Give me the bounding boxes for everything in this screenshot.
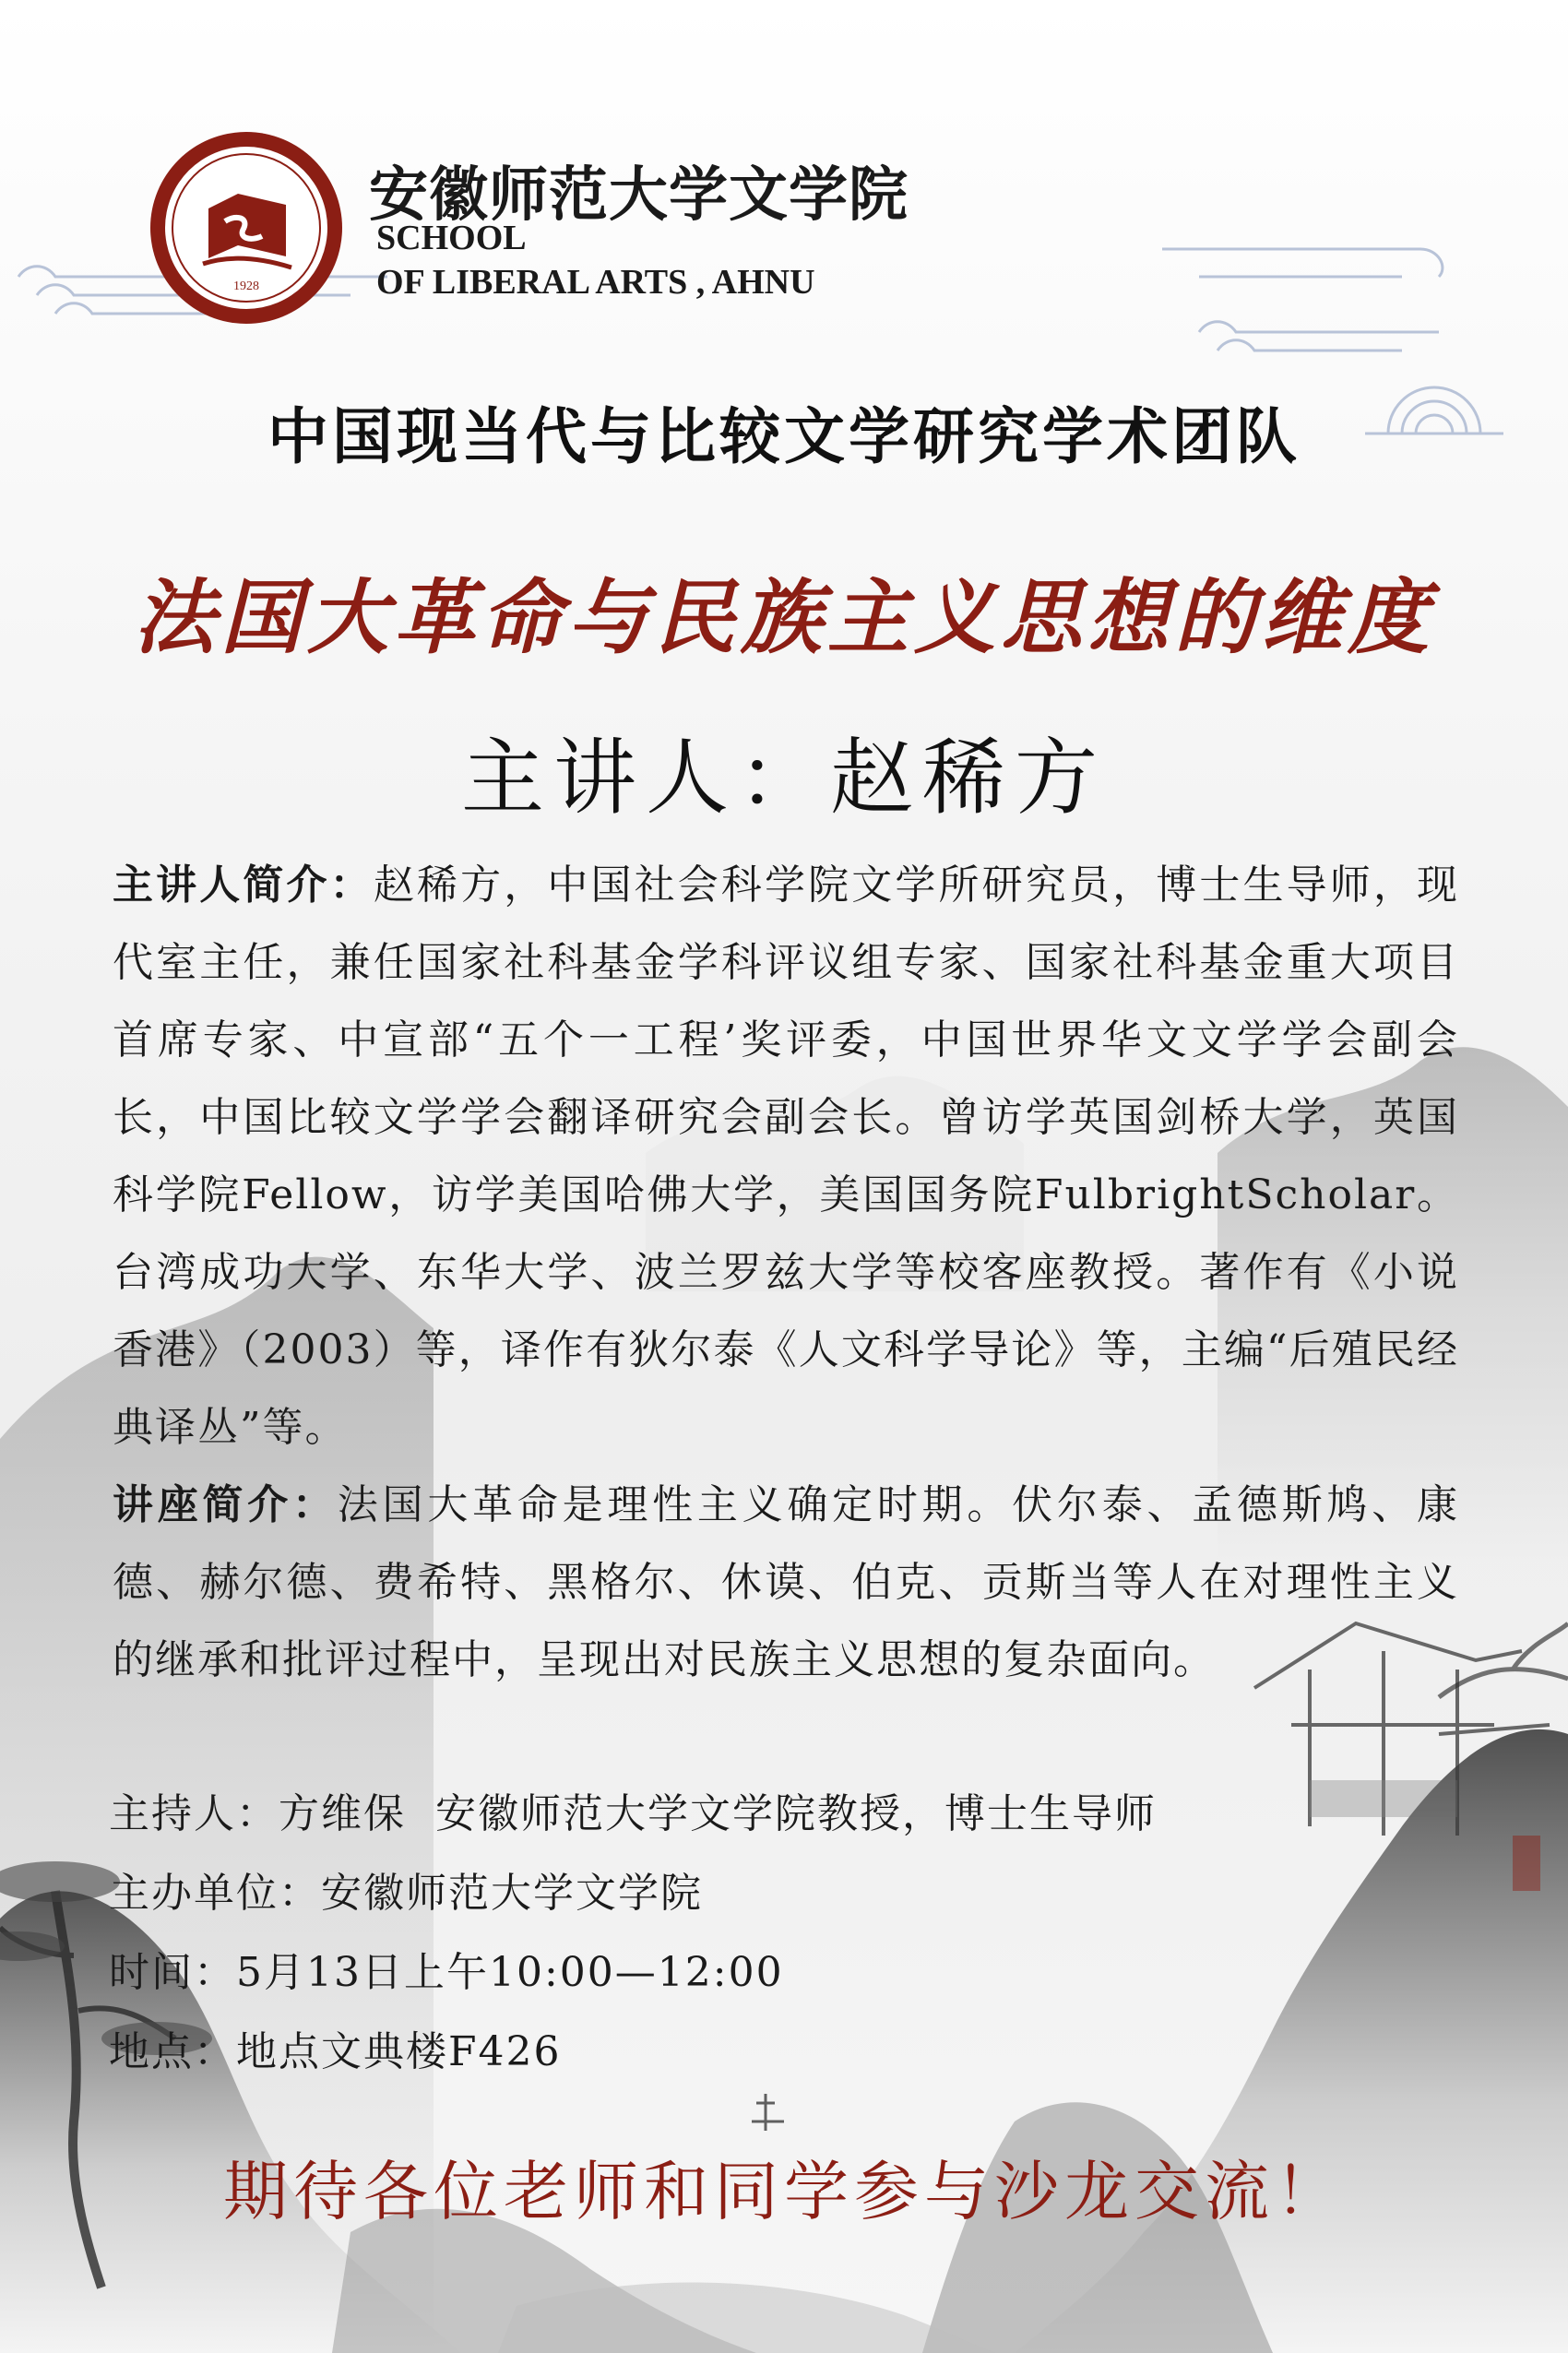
lecture-intro-label: 讲座简介：	[113, 1481, 338, 1528]
host-label: 主持人：	[109, 1790, 279, 1837]
intro-section	[113, 847, 1459, 1699]
speaker-line	[0, 710, 1568, 830]
place-label: 地点：	[109, 2028, 236, 2075]
lecture-title: 法国大革命与民族主义思想的维度	[133, 569, 1434, 665]
organizer-value: 安徽师范大学文学院	[321, 1870, 703, 1917]
speaker-intro-paragraph	[113, 847, 1459, 1467]
school-name-en-line2: OF LIBERAL ARTS , AHNU	[376, 263, 815, 302]
school-name-cn: 安徽师范大学文学院	[369, 160, 909, 230]
time-value: 5月13日上午10:00—12:00	[236, 1949, 784, 1996]
time-label: 时间：	[109, 1949, 236, 1996]
speaker-name: 赵稀方	[830, 730, 1107, 826]
closing-message: 期待各位老师和同学参与沙龙交流！	[223, 2154, 1345, 2229]
lecture-intro-paragraph	[113, 1467, 1459, 1699]
host-value: 方维保 安徽师范大学文学院教授，博士生导师	[279, 1790, 1157, 1837]
seal-year: 1928	[233, 279, 259, 293]
speaker-intro-text: 赵稀方，中国社会科学院文学所研究员，博士生导师，现代室主任，兼任国家社科基金学科评议组专家、国家社科基金重大项目首席专家、中宣部“五个一工程’奖评委，中国世界华文文学学会副会长，中国比较文学学会翻译研究会副会长。曾访学英国剑桥大学，英国科学院Fellow，访学美国哈佛大学，美国国务院FulbrightScholar。台湾成功大学、东华大学、波兰罗兹大学等校客座教授。著作有《小说香港》（2003）等，译作有狄尔泰《人文科学导论》等，主编“后殖民经典译丛”等。	[113, 862, 1460, 1451]
speaker-label: 主讲人：	[461, 730, 830, 826]
school-seal-logo	[148, 129, 345, 327]
lecture-intro-text: 法国大革命是理性主义确定时期。伏尔泰、孟德斯鸠、康德、赫尔德、费希特、黑格尔、休谟、伯克、贡斯当等人在对理性主义的继承和批评过程中，呈现出对民族主义思想的复杂面向。	[113, 1481, 1460, 1683]
place-info	[109, 2018, 562, 2077]
time-info	[109, 1939, 784, 1998]
place-value: 地点文典楼F426	[236, 2028, 562, 2075]
host-info	[109, 1780, 1157, 1839]
organizer-info	[109, 1860, 703, 1919]
organizer-label: 主办单位：	[109, 1870, 321, 1917]
team-title: 中国现当代与比较文学研究学术团队	[267, 401, 1301, 472]
speaker-intro-label: 主讲人简介：	[113, 862, 374, 909]
school-name-en-line1: SCHOOL	[376, 219, 527, 257]
